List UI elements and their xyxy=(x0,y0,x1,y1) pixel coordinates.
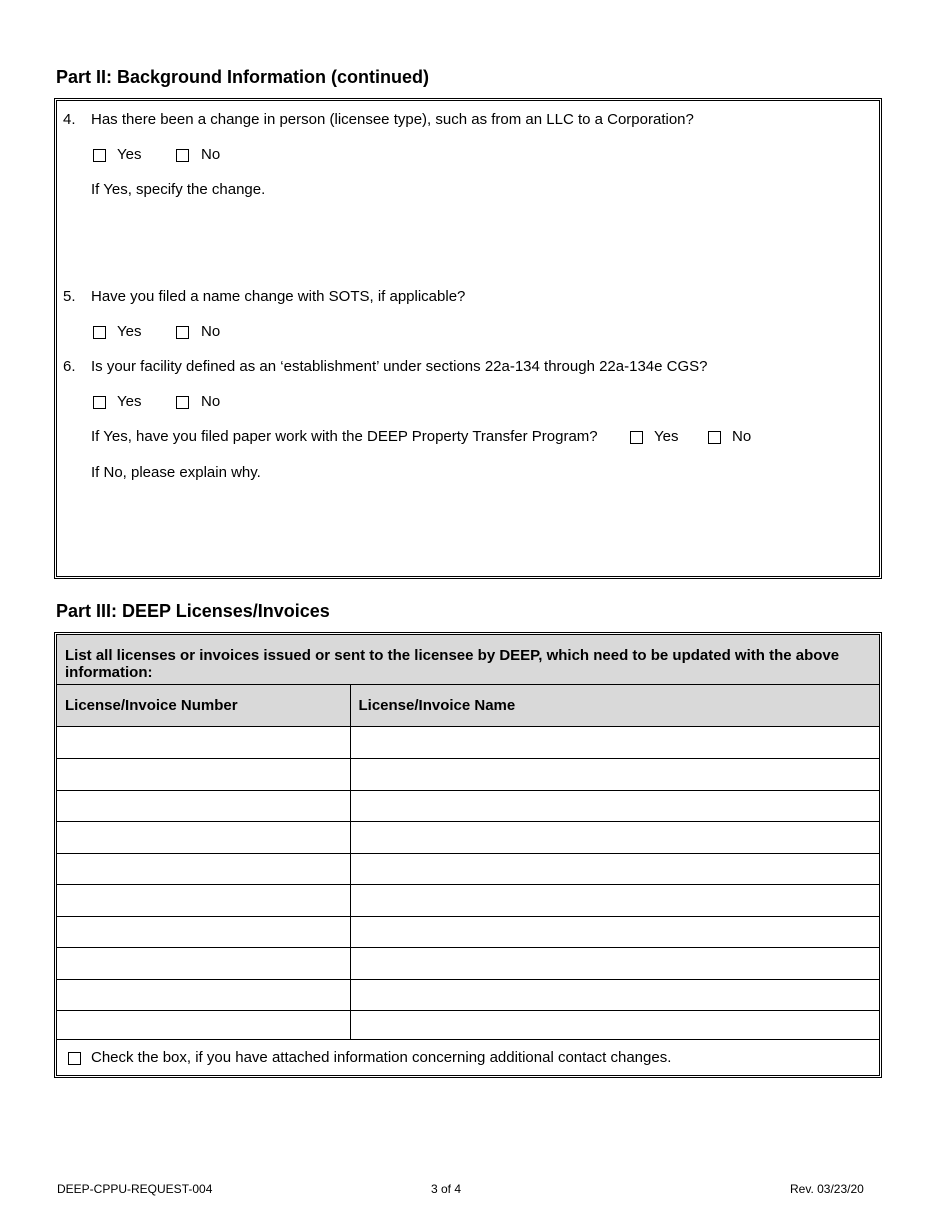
q6-followup-yes-label: Yes xyxy=(654,428,679,445)
footer-page-number: 3 of 4 xyxy=(431,1182,462,1196)
license-number-cell[interactable] xyxy=(57,1010,350,1039)
attach-info-label: Check the box, if you have attached information concerning additional contact changes. xyxy=(91,1049,672,1066)
license-number-cell[interactable] xyxy=(57,853,350,884)
q5-yes-checkbox[interactable] xyxy=(93,326,106,339)
license-name-cell[interactable] xyxy=(350,1010,879,1039)
q6-yes-label: Yes xyxy=(117,393,142,410)
q4-no-label: No xyxy=(201,146,221,163)
q6-no-checkbox[interactable] xyxy=(176,396,189,409)
table-row xyxy=(57,726,879,758)
q4-yes-checkbox[interactable] xyxy=(93,149,106,162)
license-number-cell[interactable] xyxy=(57,979,350,1010)
part2-box xyxy=(54,98,882,579)
part3-title: Part III: DEEP Licenses/Invoices xyxy=(56,601,330,621)
q6-followup: If Yes, have you filed paper work with the DEEP Property Transfer Program? xyxy=(91,428,598,445)
license-name-cell[interactable] xyxy=(350,758,879,790)
q6-number: 6. xyxy=(63,358,76,375)
license-number-cell[interactable] xyxy=(57,790,350,821)
q4-number: 4. xyxy=(63,111,76,128)
table-header-row xyxy=(57,685,879,726)
license-name-cell[interactable] xyxy=(350,790,879,821)
q6-text: Is your facility defined as an ‘establishment’ under sections 22a-134 through 22a-134e CGS? xyxy=(91,358,708,375)
license-name-cell[interactable] xyxy=(350,884,879,916)
q6-yes-checkbox[interactable] xyxy=(93,396,106,409)
table-row xyxy=(57,790,879,821)
q4-yes-label: Yes xyxy=(117,146,142,163)
license-number-cell[interactable] xyxy=(57,884,350,916)
q6-followup-no-label: No xyxy=(732,428,752,445)
table-row xyxy=(57,916,879,947)
license-name-cell[interactable] xyxy=(350,726,879,758)
part2-title: Part II: Background Information (continued) xyxy=(56,67,429,87)
license-name-cell[interactable] xyxy=(350,979,879,1010)
q6-explain: If No, please explain why. xyxy=(91,464,261,481)
table-row xyxy=(57,979,879,1010)
license-number-cell[interactable] xyxy=(57,821,350,853)
q5-no-checkbox[interactable] xyxy=(176,326,189,339)
license-number-cell[interactable] xyxy=(57,726,350,758)
license-name-cell[interactable] xyxy=(350,916,879,947)
license-number-cell[interactable] xyxy=(57,916,350,947)
col-header-name: License/Invoice Name xyxy=(350,685,879,726)
q6-followup-yes-checkbox[interactable] xyxy=(630,431,643,444)
q4-no-checkbox[interactable] xyxy=(176,149,189,162)
q5-number: 5. xyxy=(63,288,76,305)
table-row xyxy=(57,947,879,979)
license-number-cell[interactable] xyxy=(57,947,350,979)
footer-form-id: DEEP-CPPU-REQUEST-004 xyxy=(57,1182,213,1196)
part3-box xyxy=(54,632,882,1078)
table-row xyxy=(57,853,879,884)
instruction-band xyxy=(57,635,879,685)
license-number-cell[interactable] xyxy=(57,758,350,790)
license-name-cell[interactable] xyxy=(350,821,879,853)
table-row xyxy=(57,1010,879,1039)
footer-revision: Rev. 03/23/20 xyxy=(790,1182,864,1196)
license-table xyxy=(57,685,879,1040)
license-name-cell[interactable] xyxy=(350,947,879,979)
table-row xyxy=(57,884,879,916)
part3-instruction: List all licenses or invoices issued or sent to the licensee by DEEP, which need to be updated with the above information: xyxy=(65,647,840,681)
attach-info-checkbox[interactable] xyxy=(68,1052,81,1065)
q4-followup: If Yes, specify the change. xyxy=(91,181,266,198)
table-row xyxy=(57,821,879,853)
col-header-number: License/Invoice Number xyxy=(57,685,350,726)
q5-yes-label: Yes xyxy=(117,323,142,340)
license-name-cell[interactable] xyxy=(350,853,879,884)
q5-no-label: No xyxy=(201,323,221,340)
q6-no-label: No xyxy=(201,393,221,410)
q4-text: Has there been a change in person (licensee type), such as from an LLC to a Corporation? xyxy=(91,111,694,128)
q5-text: Have you filed a name change with SOTS, if applicable? xyxy=(91,288,466,305)
table-row xyxy=(57,758,879,790)
q6-followup-no-checkbox[interactable] xyxy=(708,431,721,444)
